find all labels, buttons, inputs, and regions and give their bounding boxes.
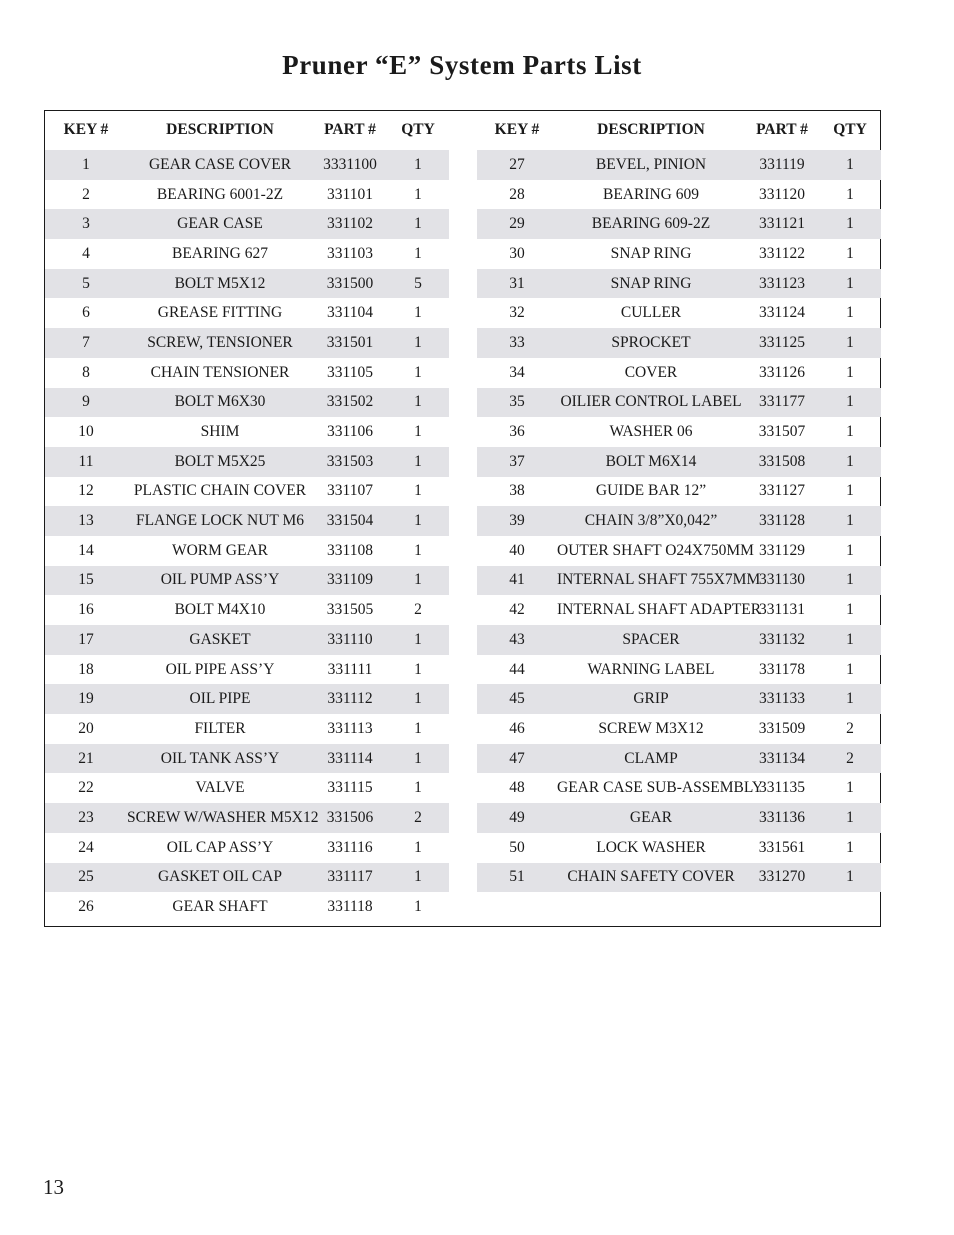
cell-qty: 1 bbox=[846, 423, 854, 441]
cell-qty: 1 bbox=[414, 423, 422, 441]
cell-key: 24 bbox=[78, 838, 94, 856]
cell-key: 16 bbox=[78, 601, 94, 619]
cell-key: 37 bbox=[509, 452, 525, 470]
cell-description: GREASE FITTING bbox=[157, 304, 283, 322]
cell-qty: 1 bbox=[846, 541, 854, 559]
table-row bbox=[45, 833, 449, 863]
table-row bbox=[45, 506, 449, 536]
cell-key: 17 bbox=[78, 630, 94, 648]
cell-description: BOLT M6X30 bbox=[174, 393, 266, 411]
cell-key: 2 bbox=[82, 185, 90, 203]
table-row bbox=[477, 269, 881, 299]
cell-key: 43 bbox=[509, 630, 525, 648]
cell-part: 331506 bbox=[326, 808, 374, 826]
cell-key: 30 bbox=[509, 244, 525, 262]
cell-part: 331121 bbox=[759, 215, 805, 233]
cell-key: 9 bbox=[82, 393, 90, 411]
table-row bbox=[45, 684, 449, 714]
table-row bbox=[45, 892, 449, 922]
cell-description: GEAR bbox=[629, 808, 673, 826]
cell-key: 5 bbox=[82, 274, 90, 292]
header-qty: QTY bbox=[833, 121, 867, 138]
table-row bbox=[477, 328, 881, 358]
header-part: PART # bbox=[756, 121, 808, 138]
cell-part: 331128 bbox=[759, 512, 805, 530]
cell-qty: 1 bbox=[414, 304, 422, 322]
cell-qty: 1 bbox=[846, 690, 854, 708]
cell-qty: 1 bbox=[414, 749, 422, 767]
cell-key: 32 bbox=[509, 304, 525, 322]
cell-qty: 1 bbox=[414, 482, 422, 500]
cell-description: BOLT M5X12 bbox=[174, 274, 266, 292]
cell-part: 331109 bbox=[327, 571, 373, 589]
cell-description: SCREW W/WASHER M5X12 bbox=[127, 808, 319, 826]
cell-qty: 1 bbox=[414, 215, 422, 233]
cell-key: 10 bbox=[78, 423, 94, 441]
header-description: DESCRIPTION bbox=[597, 121, 705, 138]
table-row bbox=[477, 744, 881, 774]
cell-key: 38 bbox=[509, 482, 525, 500]
table-row bbox=[45, 298, 449, 328]
cell-description: GEAR SHAFT bbox=[172, 898, 268, 916]
cell-qty: 1 bbox=[846, 155, 854, 173]
cell-qty: 1 bbox=[846, 185, 854, 203]
cell-key: 11 bbox=[78, 452, 94, 470]
table-row bbox=[477, 863, 881, 893]
cell-description: OIL PUMP ASS’Y bbox=[160, 571, 280, 589]
cell-description: SPACER bbox=[622, 630, 680, 648]
cell-description: BOLT M4X10 bbox=[174, 601, 266, 619]
cell-description: SCREW M3X12 bbox=[598, 719, 704, 737]
cell-qty: 1 bbox=[414, 571, 422, 589]
cell-description: SCREW, TENSIONER bbox=[147, 333, 293, 351]
cell-description: GEAR CASE SUB-ASSEMBLY bbox=[557, 779, 764, 797]
table-row bbox=[45, 773, 449, 803]
cell-part: 331129 bbox=[759, 541, 805, 559]
cell-part: 331105 bbox=[327, 363, 373, 381]
cell-description: CLAMP bbox=[624, 749, 678, 767]
cell-part: 331132 bbox=[759, 630, 805, 648]
table-row bbox=[45, 150, 449, 180]
cell-description: OIL CAP ASS’Y bbox=[166, 838, 274, 856]
table-row bbox=[45, 269, 449, 299]
table-row bbox=[45, 417, 449, 447]
table-row bbox=[477, 714, 881, 744]
cell-qty: 1 bbox=[846, 601, 854, 619]
page-number: 13 bbox=[43, 1175, 64, 1199]
cell-part: 331102 bbox=[327, 215, 373, 233]
cell-part: 331107 bbox=[327, 482, 373, 500]
table-row bbox=[477, 180, 881, 210]
cell-qty: 5 bbox=[414, 274, 422, 292]
cell-key: 20 bbox=[78, 719, 94, 737]
cell-description: CHAIN SAFETY COVER bbox=[567, 868, 735, 886]
table-row bbox=[477, 536, 881, 566]
cell-qty: 1 bbox=[414, 452, 422, 470]
cell-qty: 1 bbox=[846, 215, 854, 233]
cell-part: 331135 bbox=[759, 779, 805, 797]
cell-description: CHAIN 3/8”X0,042” bbox=[584, 512, 718, 530]
cell-part: 331126 bbox=[759, 363, 805, 381]
cell-part: 331134 bbox=[759, 749, 805, 767]
table-row bbox=[477, 358, 881, 388]
cell-description: OIL PIPE bbox=[189, 690, 251, 708]
cell-part: 331110 bbox=[327, 630, 373, 648]
table-row bbox=[45, 536, 449, 566]
table-row bbox=[477, 684, 881, 714]
cell-part: 331508 bbox=[758, 452, 806, 470]
cell-part: 331115 bbox=[327, 779, 373, 797]
cell-description: GASKET bbox=[189, 630, 251, 648]
cell-key: 36 bbox=[509, 423, 525, 441]
table-row bbox=[45, 477, 449, 507]
cell-qty: 2 bbox=[846, 749, 854, 767]
cell-qty: 1 bbox=[414, 244, 422, 262]
cell-qty: 1 bbox=[414, 363, 422, 381]
cell-qty: 1 bbox=[414, 185, 422, 203]
cell-description: VALVE bbox=[195, 779, 245, 797]
cell-key: 25 bbox=[78, 868, 94, 886]
cell-description: WASHER 06 bbox=[609, 423, 693, 441]
cell-description: BEARING 609-2Z bbox=[591, 215, 711, 233]
cell-qty: 1 bbox=[846, 630, 854, 648]
cell-qty: 1 bbox=[846, 512, 854, 530]
cell-description: GRIP bbox=[633, 690, 669, 708]
cell-description: FILTER bbox=[194, 719, 246, 737]
table-row bbox=[45, 209, 449, 239]
cell-description: INTERNAL SHAFT 755X7MM bbox=[557, 571, 761, 589]
cell-key: 35 bbox=[509, 393, 525, 411]
cell-key: 33 bbox=[509, 333, 525, 351]
table-row bbox=[477, 506, 881, 536]
cell-key: 47 bbox=[509, 749, 525, 767]
cell-qty: 1 bbox=[414, 155, 422, 173]
cell-description: CHAIN TENSIONER bbox=[150, 363, 290, 381]
cell-qty: 2 bbox=[846, 719, 854, 737]
cell-part: 331117 bbox=[327, 868, 373, 886]
table-header-row bbox=[477, 111, 881, 149]
cell-part: 331108 bbox=[327, 541, 373, 559]
table-row bbox=[477, 803, 881, 833]
table-row bbox=[45, 447, 449, 477]
table-row bbox=[45, 803, 449, 833]
cell-key: 50 bbox=[509, 838, 525, 856]
table-row bbox=[45, 655, 449, 685]
cell-key: 19 bbox=[78, 690, 94, 708]
cell-description: LOCK WASHER bbox=[596, 838, 706, 856]
table-row bbox=[477, 566, 881, 596]
cell-description: BEARING 609 bbox=[602, 185, 699, 203]
cell-qty: 1 bbox=[414, 779, 422, 797]
cell-qty: 1 bbox=[846, 868, 854, 886]
header-part: PART # bbox=[324, 121, 376, 138]
cell-part: 331133 bbox=[759, 690, 805, 708]
cell-description: SPROCKET bbox=[611, 333, 691, 351]
table-row bbox=[477, 833, 881, 863]
cell-key: 46 bbox=[509, 719, 525, 737]
cell-part: 331120 bbox=[759, 185, 805, 203]
cell-description: OIL TANK ASS’Y bbox=[160, 749, 280, 767]
cell-description: CULLER bbox=[620, 304, 682, 322]
cell-qty: 1 bbox=[846, 779, 854, 797]
table-row bbox=[477, 150, 881, 180]
cell-description: OILIER CONTROL LABEL bbox=[560, 393, 742, 411]
table-row bbox=[477, 477, 881, 507]
cell-part: 331501 bbox=[326, 333, 374, 351]
cell-key: 13 bbox=[78, 512, 94, 530]
parts-rows-right bbox=[477, 150, 881, 892]
cell-qty: 1 bbox=[846, 304, 854, 322]
cell-key: 12 bbox=[78, 482, 94, 500]
cell-part: 331505 bbox=[326, 601, 374, 619]
table-row bbox=[477, 239, 881, 269]
table-row bbox=[45, 595, 449, 625]
cell-part: 331122 bbox=[759, 244, 805, 262]
cell-description: BEARING 6001-2Z bbox=[156, 185, 284, 203]
table-row bbox=[45, 714, 449, 744]
cell-qty: 1 bbox=[414, 838, 422, 856]
header-key: KEY # bbox=[494, 121, 540, 138]
cell-part: 331507 bbox=[758, 423, 806, 441]
cell-key: 51 bbox=[509, 868, 525, 886]
cell-part: 331119 bbox=[759, 155, 805, 173]
cell-description: GASKET OIL CAP bbox=[157, 868, 282, 886]
cell-part: 331561 bbox=[758, 838, 806, 856]
cell-part: 331101 bbox=[327, 185, 373, 203]
cell-part: 331116 bbox=[327, 838, 373, 856]
table-row bbox=[477, 298, 881, 328]
cell-part: 3331100 bbox=[323, 155, 377, 173]
cell-description: BEVEL, PINION bbox=[595, 155, 707, 173]
cell-key: 6 bbox=[82, 304, 90, 322]
cell-part: 331504 bbox=[326, 512, 374, 530]
cell-qty: 1 bbox=[414, 719, 422, 737]
cell-part: 331112 bbox=[327, 690, 373, 708]
cell-description: OIL PIPE ASS’Y bbox=[165, 660, 275, 678]
table-row bbox=[477, 595, 881, 625]
cell-qty: 1 bbox=[846, 838, 854, 856]
cell-key: 41 bbox=[509, 571, 525, 589]
table-row bbox=[45, 744, 449, 774]
cell-qty: 1 bbox=[846, 571, 854, 589]
cell-key: 15 bbox=[78, 571, 94, 589]
cell-part: 331111 bbox=[327, 660, 373, 678]
cell-description: SNAP RING bbox=[610, 244, 692, 262]
cell-description: BOLT M5X25 bbox=[174, 452, 266, 470]
cell-key: 49 bbox=[509, 808, 525, 826]
cell-qty: 2 bbox=[414, 808, 422, 826]
cell-qty: 1 bbox=[846, 452, 854, 470]
cell-description: SNAP RING bbox=[610, 274, 692, 292]
parts-rows-left bbox=[45, 150, 449, 922]
cell-key: 26 bbox=[78, 898, 94, 916]
cell-part: 331125 bbox=[759, 333, 805, 351]
cell-description: WARNING LABEL bbox=[587, 660, 715, 678]
table-row bbox=[477, 447, 881, 477]
cell-key: 48 bbox=[509, 779, 525, 797]
table-row bbox=[477, 209, 881, 239]
cell-key: 14 bbox=[78, 541, 94, 559]
cell-key: 31 bbox=[509, 274, 525, 292]
cell-description: BOLT M6X14 bbox=[605, 452, 697, 470]
header-qty: QTY bbox=[401, 121, 435, 138]
cell-qty: 1 bbox=[846, 660, 854, 678]
cell-part: 331178 bbox=[759, 660, 805, 678]
table-row bbox=[45, 328, 449, 358]
cell-key: 7 bbox=[82, 333, 90, 351]
cell-qty: 1 bbox=[414, 393, 422, 411]
cell-part: 331177 bbox=[759, 393, 805, 411]
cell-key: 27 bbox=[509, 155, 525, 173]
cell-part: 331503 bbox=[326, 452, 374, 470]
cell-key: 1 bbox=[82, 155, 90, 173]
cell-description: PLASTIC CHAIN COVER bbox=[133, 482, 307, 500]
cell-qty: 1 bbox=[846, 274, 854, 292]
cell-part: 331136 bbox=[759, 808, 805, 826]
cell-part: 331118 bbox=[327, 898, 373, 916]
cell-part: 331106 bbox=[327, 423, 373, 441]
table-row bbox=[477, 655, 881, 685]
cell-part: 331270 bbox=[758, 868, 806, 886]
cell-key: 39 bbox=[509, 512, 525, 530]
cell-description: SHIM bbox=[200, 423, 240, 441]
table-row bbox=[45, 625, 449, 655]
cell-key: 34 bbox=[509, 363, 525, 381]
table-row bbox=[45, 863, 449, 893]
cell-part: 331130 bbox=[759, 571, 805, 589]
cell-qty: 1 bbox=[846, 393, 854, 411]
cell-key: 8 bbox=[82, 363, 90, 381]
table-row bbox=[45, 358, 449, 388]
cell-description: GEAR CASE COVER bbox=[148, 155, 292, 173]
table-row bbox=[477, 417, 881, 447]
cell-description: GUIDE BAR 12” bbox=[595, 482, 707, 500]
cell-part: 331124 bbox=[759, 304, 805, 322]
cell-key: 3 bbox=[82, 215, 90, 233]
cell-part: 331131 bbox=[759, 601, 805, 619]
cell-part: 331113 bbox=[327, 719, 373, 737]
cell-key: 44 bbox=[509, 660, 525, 678]
cell-qty: 1 bbox=[414, 690, 422, 708]
cell-key: 29 bbox=[509, 215, 525, 233]
cell-part: 331127 bbox=[759, 482, 805, 500]
cell-part: 331104 bbox=[327, 304, 373, 322]
cell-description: OUTER SHAFT O24X750MM bbox=[557, 541, 754, 559]
cell-description: INTERNAL SHAFT ADAPTER bbox=[557, 601, 762, 619]
cell-description: COVER bbox=[624, 363, 678, 381]
table-row bbox=[477, 625, 881, 655]
cell-qty: 1 bbox=[414, 660, 422, 678]
cell-qty: 1 bbox=[846, 363, 854, 381]
cell-key: 45 bbox=[509, 690, 525, 708]
table-row bbox=[45, 180, 449, 210]
cell-qty: 1 bbox=[846, 808, 854, 826]
header-description: DESCRIPTION bbox=[166, 121, 274, 138]
cell-key: 23 bbox=[78, 808, 94, 826]
cell-qty: 1 bbox=[846, 482, 854, 500]
cell-part: 331509 bbox=[758, 719, 806, 737]
cell-qty: 1 bbox=[414, 868, 422, 886]
cell-qty: 1 bbox=[414, 541, 422, 559]
cell-part: 331500 bbox=[326, 274, 374, 292]
cell-key: 22 bbox=[78, 779, 94, 797]
cell-description: BEARING 627 bbox=[171, 244, 268, 262]
cell-qty: 1 bbox=[414, 630, 422, 648]
cell-qty: 1 bbox=[414, 898, 422, 916]
cell-key: 28 bbox=[509, 185, 525, 203]
cell-key: 4 bbox=[82, 244, 90, 262]
table-row bbox=[45, 566, 449, 596]
cell-qty: 1 bbox=[846, 333, 854, 351]
parts-list-table bbox=[44, 110, 881, 927]
cell-part: 331114 bbox=[327, 749, 373, 767]
table-row bbox=[477, 773, 881, 803]
header-key: KEY # bbox=[63, 121, 109, 138]
cell-qty: 1 bbox=[414, 512, 422, 530]
cell-part: 331103 bbox=[327, 244, 373, 262]
cell-key: 21 bbox=[78, 749, 94, 767]
page-title: Pruner “E” System Parts List bbox=[282, 50, 642, 80]
cell-qty: 2 bbox=[414, 601, 422, 619]
cell-description: WORM GEAR bbox=[171, 541, 268, 559]
table-row bbox=[45, 239, 449, 269]
cell-part: 331502 bbox=[326, 393, 374, 411]
cell-qty: 1 bbox=[846, 244, 854, 262]
cell-key: 40 bbox=[509, 541, 525, 559]
cell-description: FLANGE LOCK NUT M6 bbox=[135, 512, 305, 530]
cell-key: 18 bbox=[78, 660, 94, 678]
cell-part: 331123 bbox=[759, 274, 805, 292]
table-header-row bbox=[45, 111, 449, 149]
table-row bbox=[477, 388, 881, 418]
cell-key: 42 bbox=[509, 601, 525, 619]
cell-qty: 1 bbox=[414, 333, 422, 351]
table-row bbox=[45, 388, 449, 418]
cell-description: GEAR CASE bbox=[177, 215, 263, 233]
